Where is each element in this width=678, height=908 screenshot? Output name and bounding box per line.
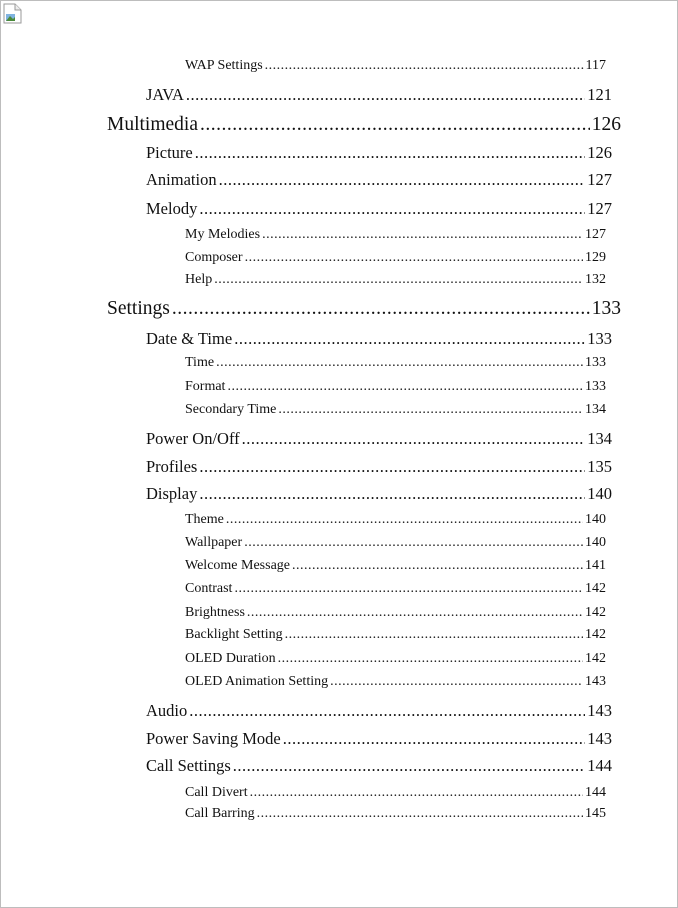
toc-entry[interactable] xyxy=(146,170,612,190)
toc-dot-leader xyxy=(247,605,583,621)
toc-page-number: 140 xyxy=(587,484,612,503)
toc-page-number: 142 xyxy=(585,651,606,666)
toc-entry[interactable] xyxy=(185,581,606,597)
toc-page-number: 133 xyxy=(591,298,621,319)
toc-page-number: 140 xyxy=(585,535,606,550)
toc-entry[interactable] xyxy=(146,329,612,349)
toc-entry-label: JAVA xyxy=(146,85,184,104)
toc-entry-label: Welcome Message xyxy=(185,558,290,573)
toc-entry-label: Call Settings xyxy=(146,756,231,775)
toc-entry[interactable] xyxy=(146,429,612,449)
toc-entry[interactable] xyxy=(185,558,606,574)
toc-entry-label: Call Divert xyxy=(185,785,248,800)
toc-entry-label: Brightness xyxy=(185,605,245,620)
toc-dot-leader xyxy=(214,272,583,288)
toc-entry[interactable] xyxy=(146,701,612,721)
toc-entry-label: OLED Duration xyxy=(185,651,276,666)
toc-entry-label: Wallpaper xyxy=(185,535,243,550)
toc-entry-label: Composer xyxy=(185,250,243,265)
toc-page-number: 117 xyxy=(585,58,606,73)
toc-dot-leader xyxy=(234,329,585,349)
toc-entry-label: Date & Time xyxy=(146,329,233,348)
toc-page-number: 132 xyxy=(585,272,606,287)
toc-entry[interactable] xyxy=(146,85,612,105)
toc-entry[interactable] xyxy=(185,272,606,288)
toc-dot-leader xyxy=(227,379,583,395)
toc-entry[interactable] xyxy=(146,756,612,776)
toc-entry-label: Power On/Off xyxy=(146,429,240,448)
toc-entry[interactable] xyxy=(185,806,606,822)
toc-entry-label: My Melodies xyxy=(185,227,261,242)
toc-page-number: 133 xyxy=(585,379,606,394)
toc-entry-label: Contrast xyxy=(185,581,233,596)
toc-entry-label: Profiles xyxy=(146,457,198,476)
toc-dot-leader xyxy=(278,402,583,418)
toc-entry-label: Picture xyxy=(146,143,193,162)
toc-entry-label: OLED Animation Setting xyxy=(185,674,329,689)
toc-page-number: 134 xyxy=(585,402,606,417)
toc-entry-label: Audio xyxy=(146,701,188,720)
toc-dot-leader xyxy=(244,535,583,551)
toc-dot-leader xyxy=(216,355,583,371)
toc-dot-leader xyxy=(292,558,583,574)
toc-entry[interactable] xyxy=(146,729,612,749)
toc-entry[interactable] xyxy=(107,114,621,136)
toc-entry[interactable] xyxy=(146,484,612,504)
toc-entry-label: Call Barring xyxy=(185,806,255,821)
toc-dot-leader xyxy=(278,651,583,667)
toc-dot-leader xyxy=(199,199,585,219)
toc-entry[interactable] xyxy=(185,605,606,621)
toc-dot-leader xyxy=(199,484,585,504)
toc-dot-leader xyxy=(262,227,583,243)
toc-dot-leader xyxy=(189,701,585,721)
toc-entry-label: Animation xyxy=(146,170,217,189)
toc-page-number: 127 xyxy=(587,199,612,218)
toc-entry-label: Backlight Setting xyxy=(185,627,283,642)
toc-dot-leader xyxy=(242,429,586,449)
toc-entry-label: Help xyxy=(185,272,213,287)
toc-entry-label: Melody xyxy=(146,199,198,218)
toc-entry-label: Display xyxy=(146,484,198,503)
toc-page-number: 135 xyxy=(587,457,612,476)
toc-entry-label: Format xyxy=(185,379,226,394)
toc-page-number: 133 xyxy=(585,355,606,370)
toc-dot-leader xyxy=(265,58,584,74)
toc-entry[interactable] xyxy=(185,785,606,801)
toc-page-number: 129 xyxy=(585,250,606,265)
toc-entry-label: Power Saving Mode xyxy=(146,729,281,748)
toc-entry[interactable] xyxy=(185,227,606,243)
toc-page-number: 126 xyxy=(587,143,612,162)
toc-dot-leader xyxy=(285,627,583,643)
toc-page-number: 141 xyxy=(585,558,606,573)
toc-entry[interactable] xyxy=(185,379,606,395)
toc-entry[interactable] xyxy=(185,651,606,667)
toc-dot-leader xyxy=(257,806,583,822)
toc-entry[interactable] xyxy=(185,627,606,643)
toc-entry-label: Settings xyxy=(107,298,170,319)
toc-page-number: 143 xyxy=(585,674,606,689)
toc-entry[interactable] xyxy=(185,58,606,74)
toc-page-number: 127 xyxy=(587,170,612,189)
toc-dot-leader xyxy=(233,756,585,776)
toc-page-number: 145 xyxy=(585,806,606,821)
toc-dot-leader xyxy=(200,114,590,136)
toc-entry[interactable] xyxy=(185,355,606,371)
toc-entry[interactable] xyxy=(185,250,606,266)
toc-page-number: 126 xyxy=(591,114,621,135)
toc-entry[interactable] xyxy=(146,457,612,477)
toc-page-number: 142 xyxy=(585,605,606,620)
toc-dot-leader xyxy=(245,250,583,266)
toc-entry[interactable] xyxy=(146,143,612,163)
toc-entry-label: Multimedia xyxy=(107,114,198,135)
toc-page-number: 142 xyxy=(585,581,606,596)
toc-entry-label: WAP Settings xyxy=(185,58,263,73)
toc-dot-leader xyxy=(250,785,583,801)
toc-page-number: 134 xyxy=(587,429,612,448)
toc-entry[interactable] xyxy=(185,402,606,418)
toc-dot-leader xyxy=(199,457,585,477)
toc-page-number: 144 xyxy=(587,756,612,775)
toc-page-number: 140 xyxy=(585,512,606,527)
toc-dot-leader xyxy=(195,143,586,163)
toc-entry[interactable] xyxy=(185,535,606,551)
toc-page-number: 133 xyxy=(587,329,612,348)
toc-entry-label: Theme xyxy=(185,512,224,527)
toc-page-number: 144 xyxy=(585,785,606,800)
toc-page-number: 142 xyxy=(585,627,606,642)
toc-dot-leader xyxy=(283,729,586,749)
toc-page-number: 143 xyxy=(587,729,612,748)
toc-dot-leader xyxy=(172,298,590,320)
toc-entry-label: Secondary Time xyxy=(185,402,277,417)
toc-dot-leader xyxy=(226,512,583,528)
toc-dot-leader xyxy=(219,170,586,190)
toc-entry[interactable] xyxy=(146,199,612,219)
toc-dot-leader xyxy=(186,85,585,105)
toc-entry[interactable] xyxy=(185,512,606,528)
toc-entry[interactable] xyxy=(185,674,606,690)
toc-entry-label: Time xyxy=(185,355,215,370)
toc-dot-leader xyxy=(330,674,583,690)
toc-page-number: 121 xyxy=(587,85,612,104)
toc-page-number: 127 xyxy=(585,227,606,242)
toc-entry[interactable] xyxy=(107,298,621,320)
toc-dot-leader xyxy=(234,581,583,597)
toc-page-number: 143 xyxy=(587,701,612,720)
